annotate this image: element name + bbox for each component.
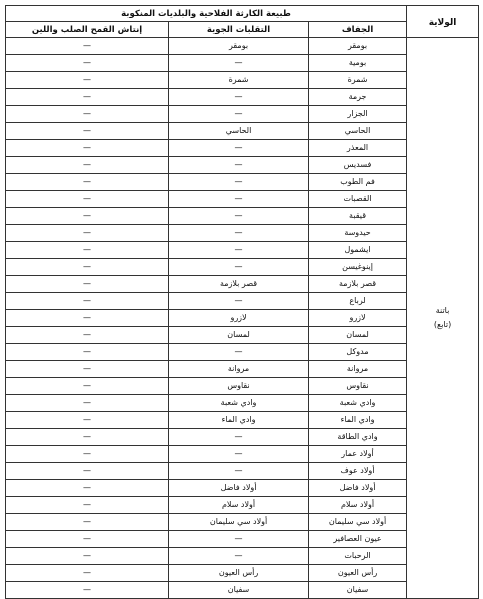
wheat-cell: — [6,276,169,293]
weather-cell: وادي الماء [169,412,309,429]
wheat-cell: — [6,531,169,548]
drought-cell: مدوكل [309,344,407,361]
wheat-cell: — [6,344,169,361]
drought-cell: مروانة [309,361,407,378]
drought-cell: الجزار [309,106,407,123]
weather-cell: — [169,259,309,276]
drought-cell: وادي الطاقة [309,429,407,446]
drought-cell: لرباع [309,293,407,310]
weather-cell: — [169,225,309,242]
drought-cell: نقاوس [309,378,407,395]
wheat-cell: — [6,157,169,174]
weather-cell: — [169,55,309,72]
drought-cell: وادي شعبة [309,395,407,412]
wheat-cell: — [6,293,169,310]
weather-cell: — [169,293,309,310]
weather-cell: — [169,463,309,480]
drought-cell: فسديس [309,157,407,174]
wheat-cell: — [6,378,169,395]
drought-cell: المعذر [309,140,407,157]
drought-cell: أولاد سي سليمان [309,514,407,531]
table-row [6,38,479,55]
weather-cell: — [169,531,309,548]
wheat-column-header: إنتاش القمح الصلب واللين [6,22,169,38]
wheat-cell: — [6,38,169,55]
weather-cell: — [169,242,309,259]
weather-cell: وادي شعبة [169,395,309,412]
state-column-header: الولاية [407,6,479,38]
wheat-cell: — [6,310,169,327]
wheat-cell: — [6,123,169,140]
wheat-cell: — [6,140,169,157]
drought-cell: لازرو [309,310,407,327]
wheat-cell: — [6,225,169,242]
weather-cell: — [169,191,309,208]
wheat-cell: — [6,191,169,208]
wheat-cell: — [6,565,169,582]
wheat-cell: — [6,582,169,599]
drought-cell: عيون العصافير [309,531,407,548]
drought-cell: وادي الماء [309,412,407,429]
drought-cell: قصر بلازمة [309,276,407,293]
wheat-cell: — [6,463,169,480]
wheat-cell: — [6,89,169,106]
wheat-cell: — [6,208,169,225]
weather-cell: — [169,446,309,463]
weather-cell: — [169,344,309,361]
wheat-cell: — [6,514,169,531]
wheat-cell: — [6,395,169,412]
drought-cell: شمرة [309,72,407,89]
drought-cell: أولاد عمار [309,446,407,463]
weather-cell: أولاد فاضل [169,480,309,497]
wheat-cell: — [6,259,169,276]
drought-cell: قيقبة [309,208,407,225]
wheat-cell: — [6,55,169,72]
state-note: (تابع) [433,320,452,329]
drought-cell: أولاد عوف [309,463,407,480]
drought-cell: رأس العيون [309,565,407,582]
wheat-cell: — [6,480,169,497]
drought-cell: جرمة [309,89,407,106]
weather-cell: رأس العيون [169,565,309,582]
drought-column-header: الجفاف [309,22,407,38]
weather-cell: — [169,157,309,174]
drought-cell: بومقر [309,38,407,55]
weather-cell: بومقر [169,38,309,55]
wheat-cell: — [6,361,169,378]
state-name: باتنة [435,306,450,315]
state-cell [407,38,479,599]
weather-cell: الحاسي [169,123,309,140]
wheat-cell: — [6,174,169,191]
weather-cell: شمرة [169,72,309,89]
weather-cell: لازرو [169,310,309,327]
drought-cell: سفيان [309,582,407,599]
wheat-cell: — [6,106,169,123]
weather-cell: سفيان [169,582,309,599]
wheat-cell: — [6,429,169,446]
drought-cell: فم الطوب [309,174,407,191]
weather-cell: — [169,429,309,446]
drought-cell: إينوغيسن [309,259,407,276]
wheat-cell: — [6,242,169,259]
drought-cell: بومية [309,55,407,72]
weather-cell: — [169,548,309,565]
wheat-cell: — [6,548,169,565]
drought-cell: أولاد فاضل [309,480,407,497]
drought-cell: الحاسي [309,123,407,140]
main-title-header: طبيعة الكارثة الفلاحية والبلديات المنكوبة [6,6,407,22]
wheat-cell: — [6,497,169,514]
wheat-cell: — [6,327,169,344]
drought-cell: الرحبات [309,548,407,565]
wheat-cell: — [6,72,169,89]
weather-cell: — [169,174,309,191]
weather-cell: — [169,140,309,157]
weather-cell: مروانة [169,361,309,378]
drought-cell: لمسان [309,327,407,344]
weather-cell: — [169,208,309,225]
weather-cell: قصر بلازمة [169,276,309,293]
drought-cell: القصبات [309,191,407,208]
wheat-cell: — [6,412,169,429]
weather-cell: — [169,89,309,106]
disaster-table [5,5,479,599]
drought-cell: ايشمول [309,242,407,259]
table-body [6,38,479,599]
drought-cell: حيدوسة [309,225,407,242]
drought-cell: أولاد سلام [309,497,407,514]
weather-column-header: التقلبات الجوية [169,22,309,38]
wheat-cell: — [6,446,169,463]
weather-cell: لمسان [169,327,309,344]
weather-cell: أولاد سي سليمان [169,514,309,531]
weather-cell: — [169,106,309,123]
weather-cell: أولاد سلام [169,497,309,514]
weather-cell: نقاوس [169,378,309,395]
